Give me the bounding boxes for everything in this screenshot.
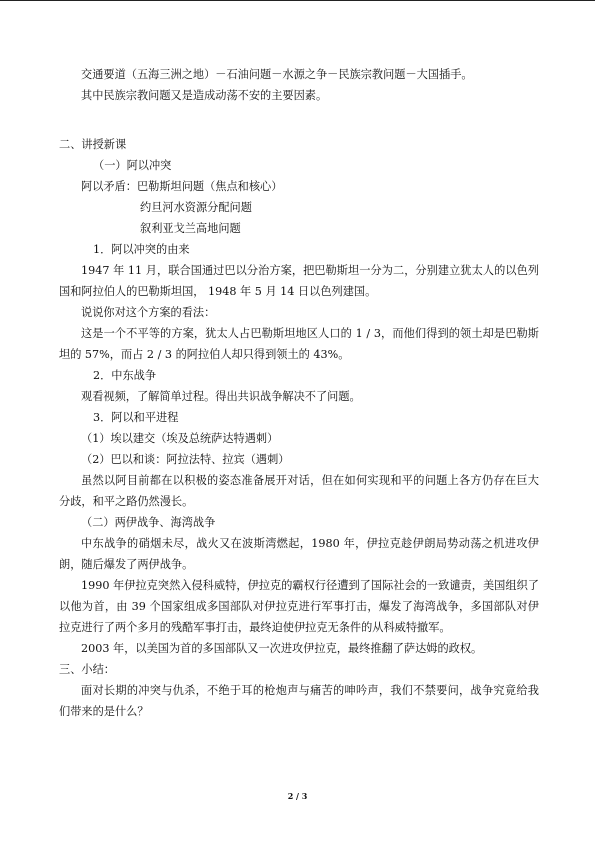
paragraph-question: 说说你对这个方案的看法：	[81, 306, 216, 319]
list-item-egypt-israel: （1）埃以建交（埃及总统萨达特遇刺）	[81, 432, 279, 445]
paragraph-video: 观看视频，了解简单过程。得出共识战争解决不了问题。	[81, 390, 361, 403]
paragraph-jordan-water: 约旦河水资源分配问题	[140, 201, 252, 214]
paragraph-divergence: 虽然以阿目前都在以积极的姿态准备展开对话，但在如何实现和平的问题上各方仍存在巨大分歧，和平之路仍然漫长。	[59, 474, 539, 508]
paragraph-iran-iraq: 中东战争的硝烟未尽，战火又在波斯湾燃起，1980 年，伊拉克趁伊朗局势动荡之机进攻伊朗，随后爆发了两伊战争。	[59, 537, 539, 571]
section-heading-summary: 三、小结：	[59, 663, 115, 676]
header-rule	[0, 0, 595, 1]
paragraph-golan: 叙利亚戈兰高地问题	[140, 222, 241, 235]
paragraph-conflicts: 阿以矛盾：巴勒斯坦问题（焦点和核心）	[81, 180, 283, 193]
paragraph-main-factor: 其中民族宗教问题又是造成动荡不安的主要因素。	[81, 89, 328, 102]
paragraph-conclusion: 面对长期的冲突与仇杀，不绝于耳的枪炮声与痛苦的呻吟声，我们不禁要问，战争究竟给我们带来的是什么？	[59, 684, 539, 718]
heading-peace-process: 3．阿以和平进程	[93, 411, 179, 424]
paragraph-unequal-plan: 这是一个不平等的方案，犹太人占巴勒斯坦地区人口的 1 / 3，而他们得到的领土却是巴勒斯坦的 57%，而占 2 / 3 的阿拉伯人却只得到领土的 43%。	[59, 327, 539, 361]
paragraph-2003: 2003 年，以美国为首的多国部队又一次进攻伊拉克，最终推翻了萨达姆的政权。	[81, 642, 483, 655]
paragraph-partition: 1947 年 11 月，联合国通过巴以分治方案，把巴勒斯坦一分为二，分别建立犹太人的以色列国和阿拉伯人的巴勒斯坦国， 1948 年 5 月 14 日以色列建国。	[59, 264, 539, 298]
document-body	[59, 64, 539, 722]
list-item-palestine-israel: （2）巴以和谈：阿拉法特、拉宾（遇刺）	[81, 453, 290, 466]
subsection-heading-arab-israeli: （一）阿以冲突	[93, 159, 172, 172]
paragraph-gulf-war: 1990 年伊拉克突然入侵科威特，伊拉克的霸权行径遭到了国际社会的一致谴责，美国组织了以他为首，由 39 个国家组成多国部队对伊拉克进行军事打击，爆发了海湾战争，多国部队对伊拉克进行了两个多月的残酷军事打击，最终迫使伊拉克无条件的从科威特撤军。	[59, 579, 539, 634]
paragraph-factors: 交通要道（五海三洲之地）－石油问题－水源之争－民族宗教问题－大国插手。	[81, 68, 473, 81]
section-heading-new-lesson: 二、讲授新课	[59, 138, 127, 151]
subsection-heading-gulf-wars: （二）两伊战争、海湾战争	[81, 516, 216, 529]
heading-middle-east-war: 2．中东战争	[93, 369, 157, 382]
page-number: 2 / 3	[287, 791, 308, 801]
heading-origin: 1．阿以冲突的由来	[93, 243, 190, 256]
